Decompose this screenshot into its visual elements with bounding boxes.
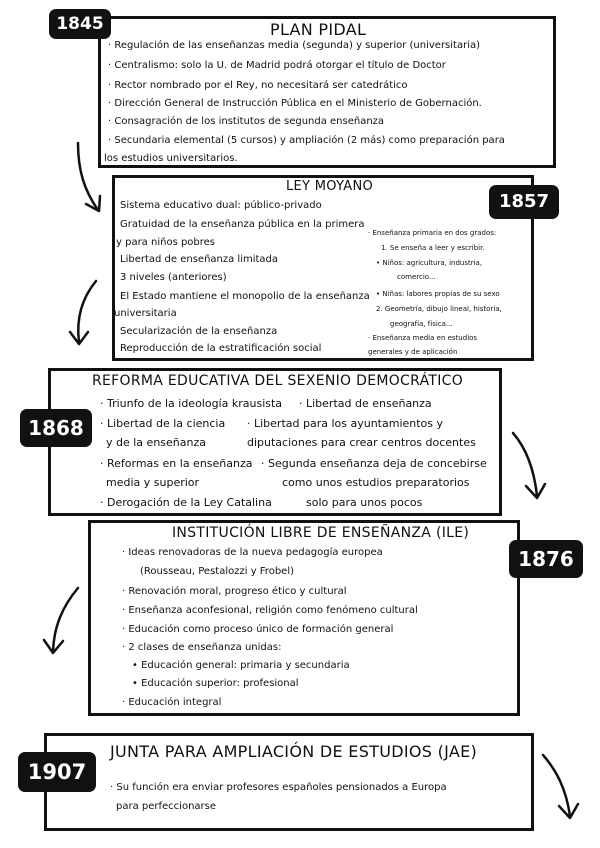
- ley-moyano-right-1: · Enseñanza primaria en dos grados:: [368, 229, 497, 237]
- ley-moyano-left-5: 3 niveles (anteriores): [120, 272, 227, 283]
- ley-moyano-right-4: comercio...: [397, 273, 436, 281]
- ley-moyano-left-4: Libertad de enseñanza limitada: [120, 254, 279, 265]
- sexenio-line-2: · Libertad de enseñanza: [299, 397, 432, 410]
- ley-moyano-right-3: • Niños: agricultura, industria,: [376, 259, 483, 267]
- sexenio-line-3: · Libertad de la ciencia: [100, 417, 226, 430]
- sexenio-line-7: · Reformas en la enseñanza: [100, 457, 253, 470]
- year-badge-1845: 1845: [49, 9, 111, 39]
- timeline-arrow-5: [540, 752, 584, 822]
- ley-moyano-right-9: generales y de aplicación: [368, 348, 458, 356]
- timeline-arrow-3: [510, 430, 550, 502]
- jae-line-2: para perfeccionarse: [116, 801, 217, 812]
- ley-moyano-left-3: y para niños pobres: [116, 237, 216, 248]
- plan-pidal-line-4: · Dirección General de Instrucción Pública en el Ministerio de Gobernación.: [108, 98, 482, 109]
- sexenio-line-8: media y superior: [106, 476, 200, 489]
- ile-line-4: · Enseñanza aconfesional, religión como fenómeno cultural: [122, 605, 418, 616]
- ley-moyano-right-6: 2. Geometría, dibujo lineal, historia,: [376, 305, 502, 313]
- jae-line-1: · Su función era enviar profesores españoles pensionados a Europa: [110, 782, 447, 793]
- ley-moyano-left-8: Secularización de la enseñanza: [120, 326, 278, 337]
- ley-moyano-left-2: Gratuidad de la enseñanza pública en la primera: [120, 219, 365, 230]
- year-badge-1868: 1868: [20, 409, 92, 447]
- ile-line-9: · Educación integral: [122, 697, 222, 708]
- ley-moyano-right-2: 1. Se enseña a leer y escribir.: [381, 244, 485, 252]
- ile-line-8: • Educación superior: profesional: [132, 678, 299, 689]
- timeline-arrow-1: [70, 140, 110, 215]
- plan-pidal-line-5: · Consagración de los institutos de segunda enseñanza: [108, 116, 385, 127]
- ile-title: INSTITUCIÓN LIBRE DE ENSEÑANZA (ILE): [172, 525, 470, 541]
- plan-pidal-line-6: · Secundaria elemental (5 cursos) y ampliación (2 más) como preparación para: [108, 135, 505, 146]
- ley-moyano-right-7: geografía, física...: [390, 320, 453, 328]
- year-badge-1876: 1876: [509, 540, 583, 578]
- ley-moyano-left-9: Reproducción de la estratificación social: [120, 343, 322, 354]
- ile-line-6: · 2 clases de enseñanza unidas:: [122, 642, 282, 653]
- ley-moyano-left-1: Sistema educativo dual: público-privado: [120, 200, 322, 211]
- ley-moyano-title: LEY MOYANO: [286, 179, 374, 194]
- ile-line-1: · Ideas renovadoras de la nueva pedagogía europea: [122, 547, 383, 558]
- plan-pidal-title: PLAN PIDAL: [270, 20, 367, 39]
- ley-moyano-right-5: • Niñas: labores propias de su sexo: [376, 290, 500, 298]
- sexenio-line-1: · Triunfo de la ideología krausista: [100, 397, 283, 410]
- sexenio-line-4: y de la enseñanza: [106, 436, 206, 449]
- ile-line-7: • Educación general: primaria y secundaria: [132, 660, 350, 671]
- sexenio-title: REFORMA EDUCATIVA DEL SEXENIO DEMOCRÁTICO: [92, 373, 464, 389]
- timeline-arrow-2: [66, 278, 106, 348]
- sexenio-line-12: solo para unos pocos: [306, 496, 423, 509]
- plan-pidal-line-1: · Regulación de las enseñanzas media (segunda) y superior (universitaria): [108, 40, 481, 51]
- sexenio-line-5: · Libertad para los ayuntamientos y: [247, 417, 444, 430]
- sexenio-line-6: diputaciones para crear centros docentes: [247, 436, 476, 449]
- ley-moyano-right-8: · Enseñanza media en estudios: [368, 334, 478, 342]
- ile-line-2: (Rousseau, Pestalozzi y Frobel): [140, 566, 294, 577]
- plan-pidal-line-2: · Centralismo: solo la U. de Madrid podrá otorgar el título de Doctor: [108, 60, 446, 71]
- plan-pidal-line-7: los estudios universitarios.: [104, 153, 238, 164]
- plan-pidal-line-3: · Rector nombrado por el Rey, no necesitará ser catedrático: [108, 80, 408, 91]
- ley-moyano-left-7: universitaria: [114, 308, 177, 319]
- timeline-arrow-4: [40, 585, 84, 657]
- ley-moyano-left-6: El Estado mantiene el monopolio de la enseñanza: [120, 291, 370, 302]
- ile-line-3: · Renovación moral, progreso ético y cultural: [122, 586, 347, 597]
- year-badge-1907: 1907: [18, 752, 96, 792]
- ile-line-5: · Educación como proceso único de formación general: [122, 624, 394, 635]
- sexenio-line-11: · Derogación de la Ley Catalina: [100, 496, 272, 509]
- year-badge-1857: 1857: [489, 185, 559, 219]
- sexenio-line-9: · Segunda enseñanza deja de concebirse: [261, 457, 487, 470]
- sexenio-line-10: como unos estudios preparatorios: [282, 476, 470, 489]
- jae-title: JUNTA PARA AMPLIACIÓN DE ESTUDIOS (JAE): [110, 742, 478, 761]
